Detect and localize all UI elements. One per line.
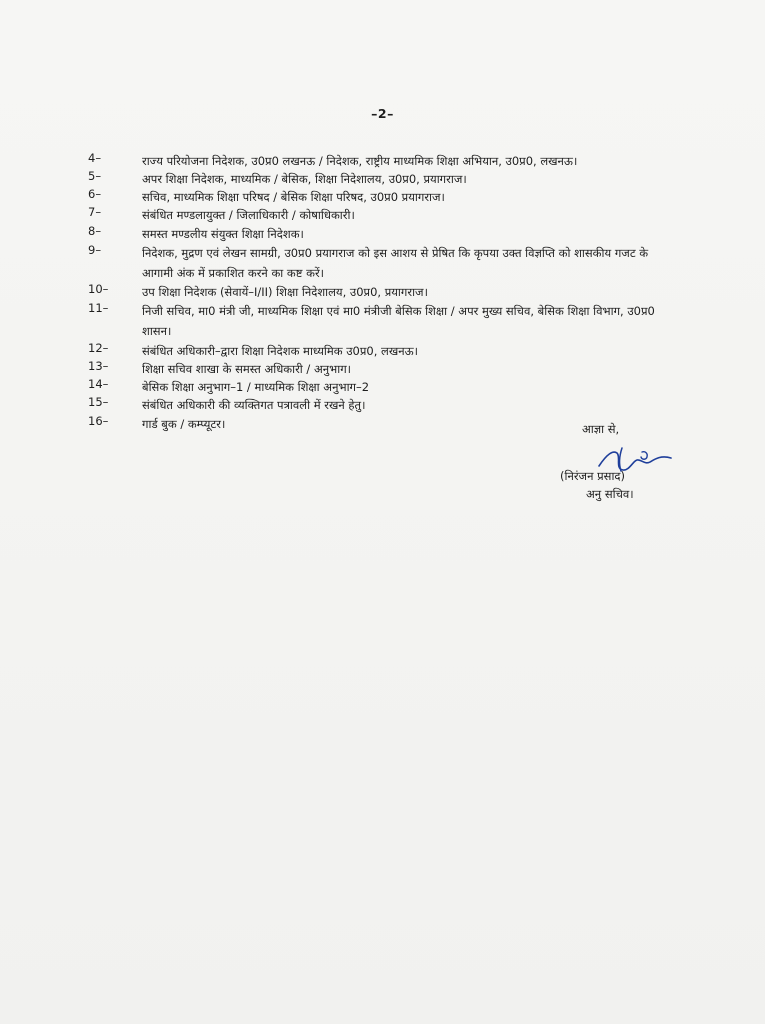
item-number: 12– <box>88 341 109 355</box>
item-text: संबंधित अधिकारी की व्यक्तिगत पत्रावली में रखने हेतु। <box>142 398 366 412</box>
item-number: 15– <box>88 395 109 409</box>
item-number: 16– <box>88 414 109 428</box>
item-number: 7– <box>88 205 102 219</box>
item-number: 6– <box>88 187 102 201</box>
item-number: 14– <box>88 377 109 391</box>
item-text: उप शिक्षा निदेशक (सेवायें–I/II) शिक्षा निदेशालय, उ0प्र0, प्रयागराज। <box>142 285 428 299</box>
item-number: 8– <box>88 224 102 238</box>
item-text: संबंधित अधिकारी–द्वारा शिक्षा निदेशक माध्यमिक उ0प्र0, लखनऊ। <box>142 344 419 358</box>
item-number: 9– <box>88 243 102 257</box>
item-text: अपर शिक्षा निदेशक, माध्यमिक / बेसिक, शिक्षा निदेशालय, उ0प्र0, प्रयागराज। <box>142 172 467 186</box>
item-text: संबंधित मण्डलायुक्त / जिलाधिकारी / कोषाधिकारी। <box>142 208 355 222</box>
item-number: 10– <box>88 282 109 296</box>
page-number: –2– <box>371 106 394 121</box>
item-number: 5– <box>88 169 102 183</box>
item-text: शिक्षा सचिव शाखा के समस्त अधिकारी / अनुभाग। <box>142 362 352 376</box>
item-text: निदेशक, मुद्रण एवं लेखन सामग्री, उ0प्र0 प्रयागराज को इस आशय से प्रेषित कि कृपया उक्त विज्ञप्ति को शासकीय गजट के आगामी अंक में प्रकाशित करने का कष्ट करें। <box>142 246 649 280</box>
item-text: समस्त मण्डलीय संयुक्त शिक्षा निदेशक। <box>142 227 304 241</box>
item-text: गार्ड बुक / कम्प्यूटर। <box>142 417 226 431</box>
signatory-designation: अनु सचिव। <box>586 487 634 501</box>
item-number: 11– <box>88 301 109 315</box>
item-number: 4– <box>88 151 102 165</box>
signatory-name: (निरंजन प्रसाद) <box>560 469 626 483</box>
signature-block <box>560 420 690 510</box>
item-text: बेसिक शिक्षा अनुभाग–1 / माध्यमिक शिक्षा अनुभाग–2 <box>142 380 370 394</box>
item-text: सचिव, माध्यमिक शिक्षा परिषद / बेसिक शिक्षा परिषद, उ0प्र0 प्रयागराज। <box>142 190 445 204</box>
item-text: निजी सचिव, मा0 मंत्री जी, माध्यमिक शिक्षा एवं मा0 मंत्रीजी बेसिक शिक्षा / अपर मुख्य सचिव, बेसिक शिक्षा विभाग, उ0प्र0 शासन। <box>142 304 655 338</box>
by-order-text: आज्ञा से, <box>582 422 620 436</box>
item-text: राज्य परियोजना निदेशक, उ0प्र0 लखनऊ / निदेशक, राष्ट्रीय माध्यमिक शिक्षा अभियान, उ0प्र0, लखनऊ। <box>142 154 578 168</box>
item-number: 13– <box>88 359 109 373</box>
